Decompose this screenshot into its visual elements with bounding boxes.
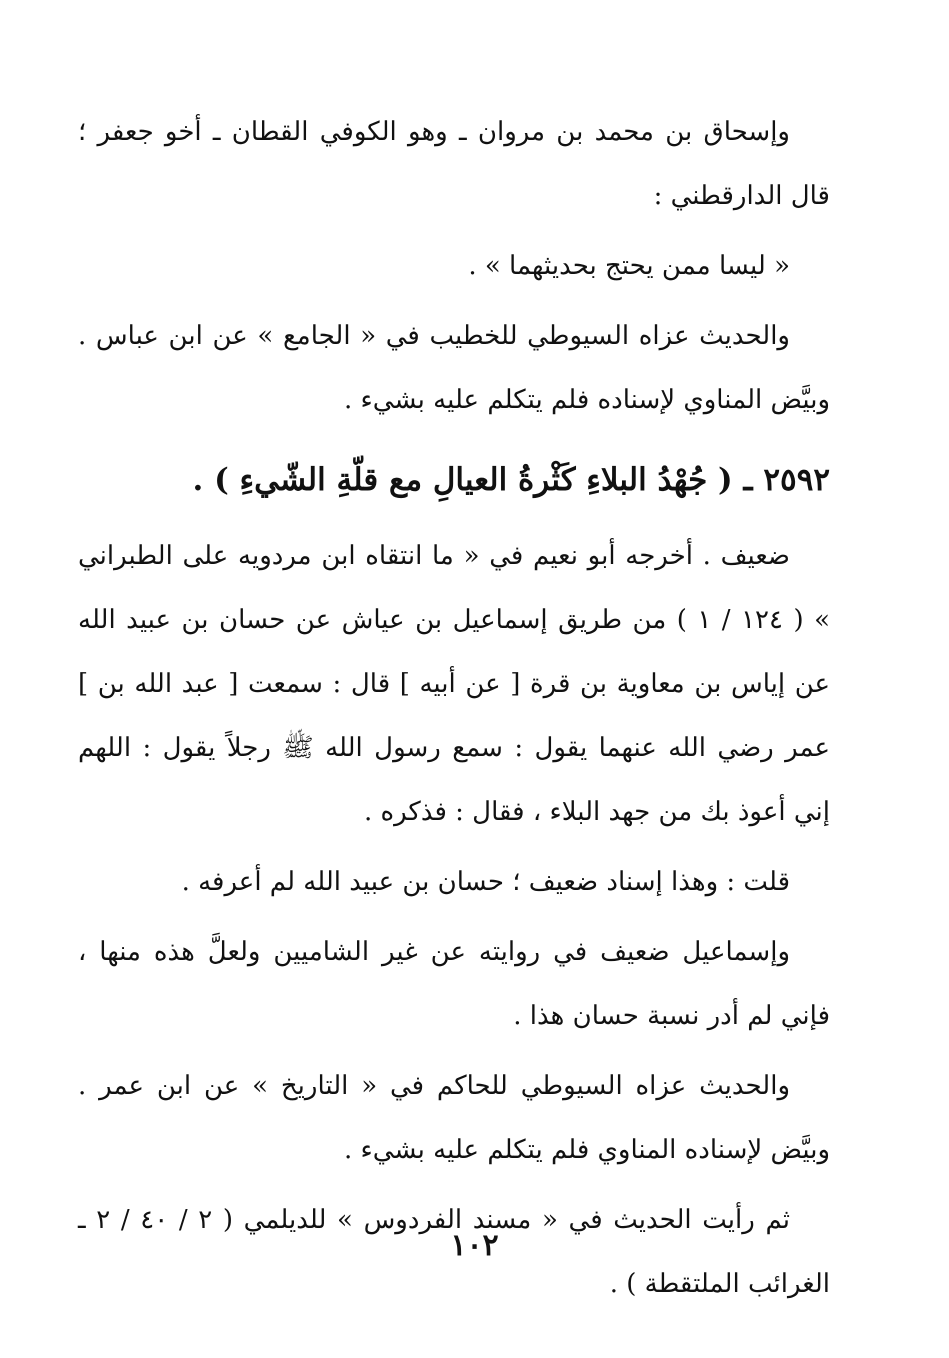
- paragraph-ismail-weakness: وإسماعيل ضعيف في روايته عن غير الشاميين ولعلَّ هذه منها ، فإني لم أدر نسبة حسان هذا .: [78, 937, 830, 1031]
- paragraph-grading-takhrij: ضعيف . أخرجه أبو نعيم في « ما انتقاه ابن مردويه على الطبراني » ( ١٢٤ / ١ ) من طريق إسماعيل بن عياش عن حسان بن عبيد الله عن إياس بن معاوية بن قرة [ عن أبيه ] قال : سمعت [ عبد الله بن ] عمر رضي الله عنهما يقول : سمع رسول الله ﷺ رجلاً يقول : اللهم إني أعوذ بك من جهد البلاء ، فقال : فذكره .: [78, 541, 830, 827]
- paragraph-author-comment: قلت : وهذا إسناد ضعيف ؛ حسان بن عبيد الله لم أعرفه .: [181, 867, 790, 897]
- paragraph-daraqutni-quote: « ليسا ممن يحتج بحديثهما » .: [468, 251, 790, 281]
- paragraph-hakim-attribution: والحديث عزاه السيوطي للحاكم في « التاريخ » عن ابن عمر . وبيَّض لإسناده المناوي فلم يتكلم عليه بشيء .: [78, 1071, 830, 1165]
- paragraph-isnad-narrators: وإسحاق بن محمد بن مروان ـ وهو الكوفي القطان ـ أخو جعفر ؛ قال الدارقطني :: [78, 117, 830, 211]
- hadith-heading: ٢٥٩٢ ـ ( جُهْدُ البلاءِ كَثْرةُ العيالِ مع قلّةِ الشّيءِ ) .: [192, 462, 830, 498]
- page-body: [78, 100, 830, 1316]
- page-number: ١٠٢: [450, 1228, 499, 1263]
- paragraph-suyuti-attribution: والحديث عزاه السيوطي للخطيب في « الجامع » عن ابن عباس . وبيَّض المناوي لإسناده فلم يتكلم عليه بشيء .: [78, 321, 830, 415]
- paragraph-daylami-reference: ثم رأيت الحديث في « مسند الفردوس » للديلمي ( ٢ / ٤٠ / ٢ ـ الغرائب الملتقطة ) .: [78, 1205, 830, 1299]
